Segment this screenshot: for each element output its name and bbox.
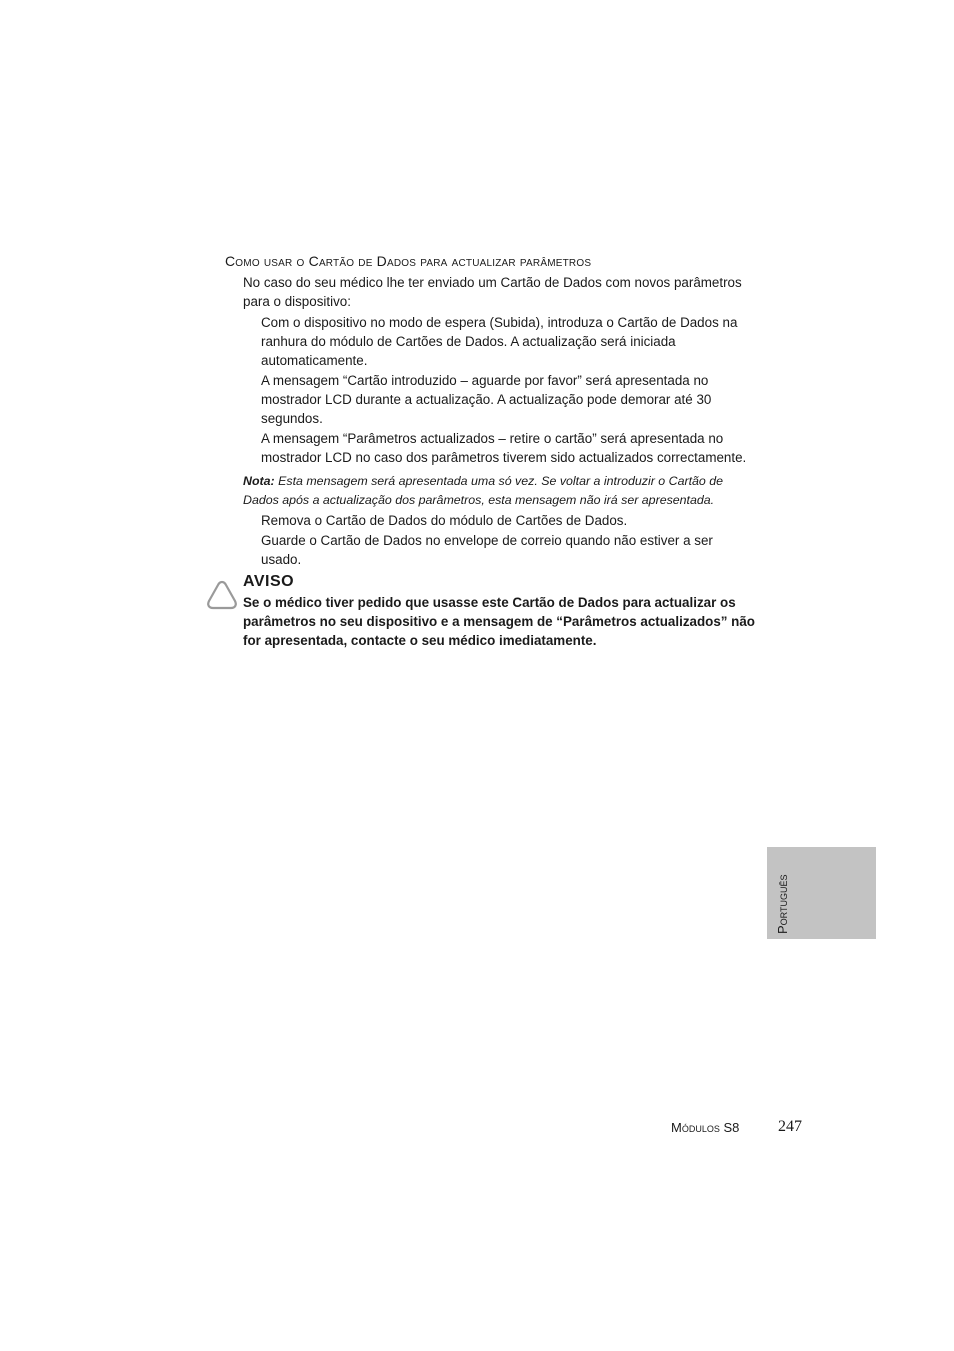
- section-heading: Como usar o Cartão de Dados para actualizar parâmetros: [225, 253, 592, 269]
- note: [243, 472, 758, 510]
- page-number: 247: [778, 1118, 802, 1135]
- list-item: Remova o Cartão de Dados do módulo de Cartões de Dados.: [261, 513, 628, 528]
- language-tab-label: Português: [775, 874, 790, 934]
- intro-paragraph: No caso do seu médico lhe ter enviado um Cartão de Dados com novos parâmetros para o dispositivo:: [243, 275, 742, 309]
- warning-text: Se o médico tiver pedido que usasse este Cartão de Dados para actualizar os parâmetros no seu dispositivo e a mensagem de “Parâmetros actualizados” não for apresentada, contacte o seu médico imediatamente.: [243, 595, 755, 648]
- steps-list: [261, 313, 761, 468]
- warning-triangle-icon: [205, 579, 239, 611]
- note-text: Esta mensagem será apresentada uma só vez. Se voltar a introduzir o Cartão de Dados após a actualização dos parâmetros, esta mensagem não irá ser apresentada.: [243, 474, 724, 507]
- note-label: Nota:: [243, 474, 275, 488]
- footer-title: Módulos S8: [671, 1120, 740, 1135]
- warning-title: AVISO: [243, 573, 295, 590]
- list-item: Guarde o Cartão de Dados no envelope de correio quando não estiver a ser usado.: [261, 533, 713, 567]
- list-item: Com o dispositivo no modo de espera (Subida), introduza o Cartão de Dados na ranhura do módulo de Cartões de Dados. A actualização será iniciada automaticamente.: [261, 315, 738, 368]
- steps-after-list: [261, 511, 731, 570]
- list-item: A mensagem “Parâmetros actualizados – retire o cartão” será apresentada no mostrador LCD no caso dos parâmetros tiverem sido actualizados correctamente.: [261, 431, 747, 465]
- list-item: A mensagem “Cartão introduzido – aguarde por favor” será apresentada no mostrador LCD durante a actualização. A actualização pode demorar até 30 segundos.: [261, 373, 712, 426]
